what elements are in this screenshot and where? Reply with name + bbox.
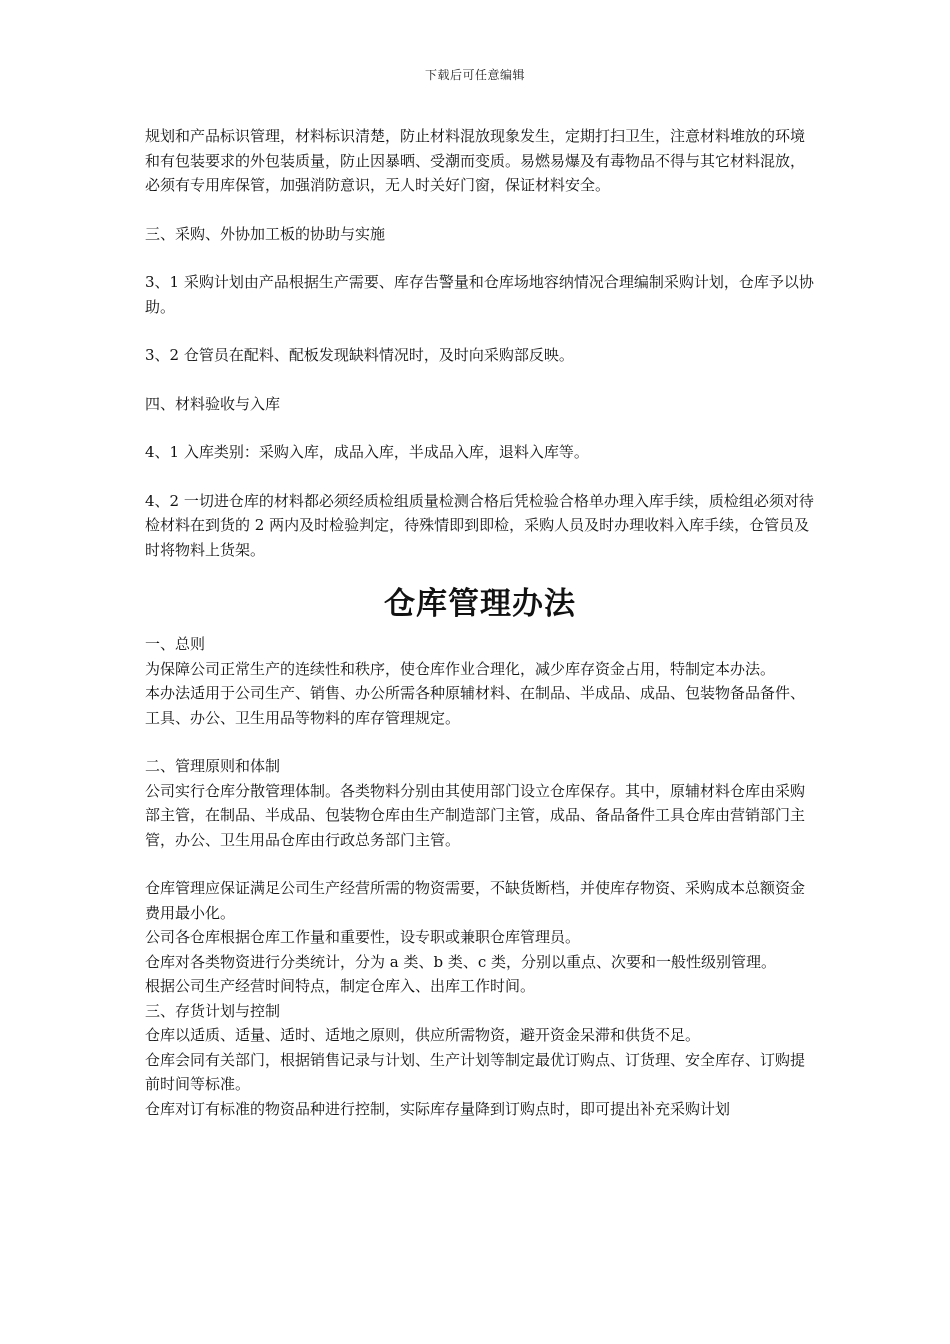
paragraph-supply-principle: 仓库以适质、适量、适时、适地之原则，供应所需物资，避开资金呆滞和供货不足。: [145, 1026, 701, 1044]
item-4-1: 4、1 入库类别：采购入库，成品入库，半成品入库，退料入库等。: [145, 443, 589, 461]
paragraph-reorder-control: 仓库对订有标准的物资品种进行控制，实际库存量降到订购点时，即可提出补充采购计划: [145, 1099, 731, 1118]
paragraph-purpose: 为保障公司正常生产的连续性和秩序，使仓库作业合理化，减少库存资金占用，特制定本办法。: [145, 659, 776, 678]
spacer: [145, 852, 815, 876]
section-heading-general: 一、总则: [145, 635, 206, 653]
paragraph-storage-rules: 规划和产品标识管理，材料标识清楚，防止材料混放现象发生，定期打扫卫生，注意材料堆放的环境和有包装要求的外包装质量，防止因暴晒、受潮而变质。易燃易爆及有毒物品不得与其它材料混放，必须有专用库保管，加强消防意识，无人时关好门窗，保证材料安全。: [145, 127, 806, 194]
spacer: [145, 368, 815, 392]
paragraph-management-system: 公司实行仓库分散管理体制。各类物料分别由其使用部门设立仓库保存。其中，原辅材料仓库由采购部主管，在制品、半成品、包装物仓库由生产制造部门主管，成品、备品备件工具仓库由营销部门主管，办公、卫生用品仓库由行政总务部门主管。: [145, 781, 806, 849]
section-heading-procurement: 三、采购、外协加工板的协助与实施: [145, 224, 386, 243]
section-heading-principles: 二、管理原则和体制: [145, 757, 281, 775]
section-heading-inventory-control: 三、存货计划与控制: [145, 1001, 281, 1020]
spacer: [145, 416, 815, 440]
paragraph-supply-guarantee: 仓库管理应保证满足公司生产经营所需的物资需要，不缺货断档，并使库存物资、采购成本总额资金费用最小化。: [145, 879, 806, 922]
item-3-2: 3、2 仓管员在配料、配板发现缺料情况时，及时向采购部反映。: [145, 346, 574, 364]
item-4-2: 4、2 一切进仓库的材料都必须经质检组质量检测合格后凭检验合格单办理入库手续，质检组必须对待检材料在到货的 2 两内及时检验判定，待殊情即到即检，采购人员及时办理收料入库手续，仓管员及时将物料上货架。: [145, 491, 814, 559]
spacer: [145, 198, 815, 222]
paragraph-scope: 本办法适用于公司生产、销售、办公所需各种原辅材料、在制品、半成品、成品、包装物备品备件、工具、办公、卫生用品等物料的库存管理规定。: [145, 684, 806, 727]
paragraph-staffing: 公司各仓库根据仓库工作量和重要性，设专职或兼职仓库管理员。: [145, 928, 581, 946]
spacer: [145, 730, 815, 754]
spacer: [145, 246, 815, 270]
spacer: [145, 465, 815, 489]
page-header: 下载后可任意编辑: [424, 68, 525, 82]
item-3-1: 3、1 采购计划由产品根据生产需要、库存告警量和仓库场地容纳情况合理编制采购计划，仓库予以协助。: [145, 273, 814, 316]
document-body: [145, 124, 815, 1121]
paragraph-working-hours: 根据公司生产经营时间特点，制定仓库入、出库工作时间。: [145, 977, 536, 995]
section-heading-inspection: 四、材料验收与入库: [145, 394, 281, 413]
paragraph-classification: 仓库对各类物资进行分类统计，分为 a 类、b 类、c 类，分别以重点、次要和一般性级别管理。: [145, 952, 777, 971]
paragraph-ordering-standards: 仓库会同有关部门，根据销售记录与计划、生产计划等制定最优订购点、订货理、安全库存、订购提前时间等标准。: [145, 1050, 806, 1093]
document-title: 仓库管理办法: [384, 586, 576, 622]
spacer: [145, 319, 815, 343]
